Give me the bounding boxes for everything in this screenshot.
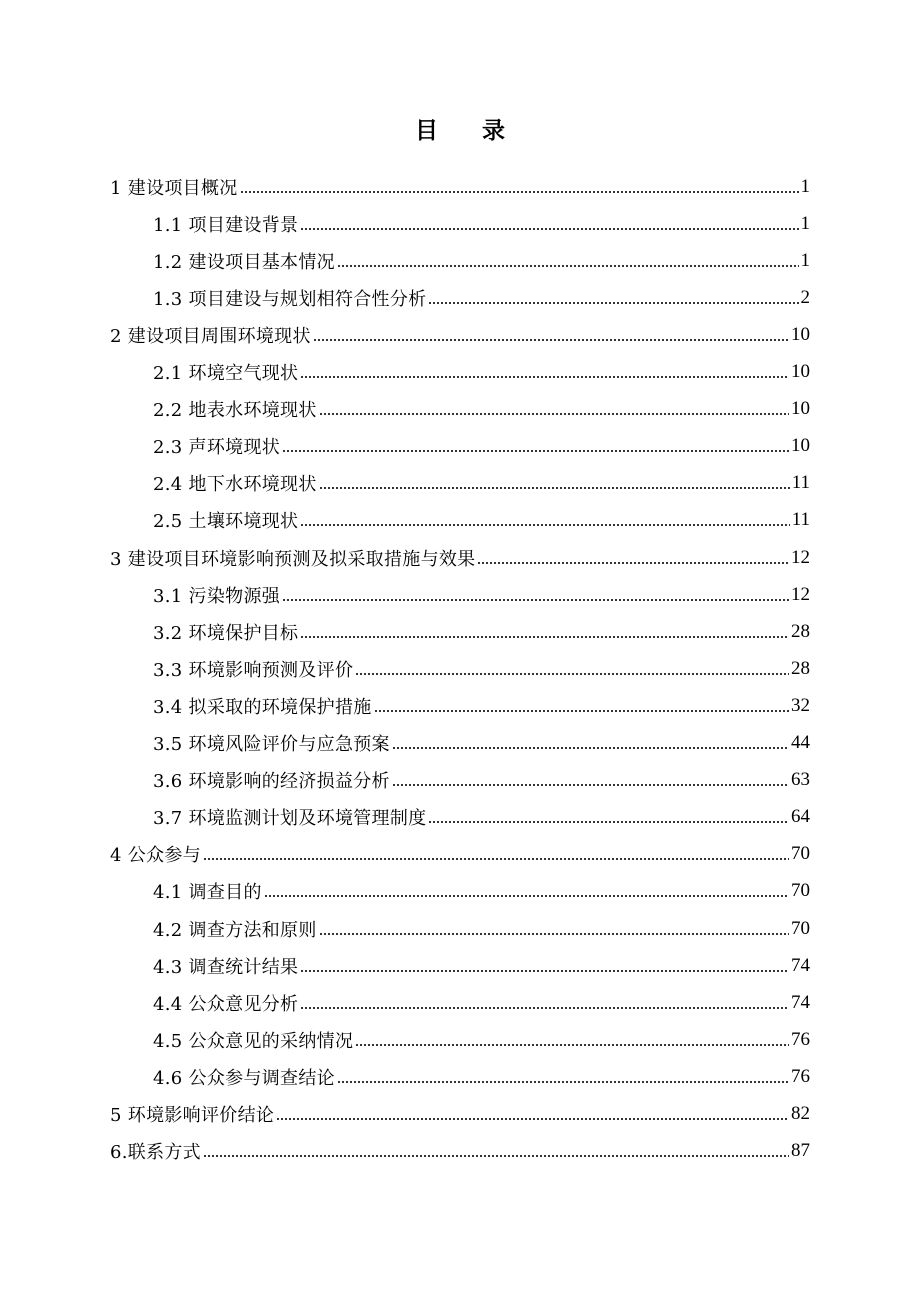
toc-entry-label: 2 建设项目周围环境现状 xyxy=(110,325,311,347)
toc-leader-dots xyxy=(276,1110,789,1128)
toc-entry[interactable] xyxy=(153,465,810,502)
toc-entry-page-number: 76 xyxy=(791,1065,810,1087)
toc-entry-page-number: 74 xyxy=(791,954,810,976)
toc-entry[interactable] xyxy=(153,873,810,910)
toc-leader-dots xyxy=(428,813,789,831)
toc-entry-label: 1.1 项目建设背景 xyxy=(153,214,299,236)
toc-leader-dots xyxy=(300,220,798,238)
toc-entry[interactable] xyxy=(153,502,810,539)
toc-entry-page-number: 11 xyxy=(791,472,810,494)
toc-entry-label: 3.5 环境风险评价与应急预案 xyxy=(153,734,390,755)
toc-entry[interactable] xyxy=(110,1096,810,1133)
toc-leader-dots xyxy=(240,183,799,201)
toc-entry-label: 4.1 调查目的 xyxy=(153,882,262,904)
toc-entry[interactable] xyxy=(153,947,810,984)
toc-entry-label: 3.6 环境影响的经济损益分析 xyxy=(153,771,390,793)
toc-entry[interactable] xyxy=(153,650,810,687)
toc-leader-dots xyxy=(282,442,789,460)
toc-leader-dots xyxy=(300,962,789,980)
toc-entry-label: 4.4 公众意见分析 xyxy=(153,993,299,1015)
toc-leader-dots xyxy=(300,999,789,1017)
toc-entry[interactable] xyxy=(153,799,810,836)
toc-entry-label: 3.1 污染物源强 xyxy=(153,585,281,607)
toc-leader-dots xyxy=(313,331,789,349)
toc-entry-page-number: 1 xyxy=(800,175,810,197)
toc-entry-page-number: 70 xyxy=(791,880,810,902)
toc-entry[interactable] xyxy=(110,316,810,353)
toc-entry-label: 1.3 项目建设与规划相符合性分析 xyxy=(153,288,427,310)
toc-entry-page-number: 28 xyxy=(791,657,810,679)
toc-entry[interactable] xyxy=(153,725,810,762)
toc-entry-page-number: 32 xyxy=(791,694,810,716)
toc-leader-dots xyxy=(477,554,789,572)
toc-entry-page-number: 82 xyxy=(791,1103,810,1124)
toc-leader-dots xyxy=(337,1073,789,1091)
toc-entry-page-number: 70 xyxy=(791,917,810,939)
toc-entry[interactable] xyxy=(153,205,810,242)
toc-leader-dots xyxy=(300,628,789,646)
toc-leader-dots xyxy=(203,850,789,868)
toc-entry-page-number: 10 xyxy=(791,398,810,420)
toc-entry-page-number: 11 xyxy=(791,509,810,531)
toc-entry-page-number: 10 xyxy=(791,361,810,382)
toc-entry-label: 4.5 公众意见的采纳情况 xyxy=(153,1030,354,1052)
toc-entry-page-number: 1 xyxy=(800,212,810,234)
toc-leader-dots xyxy=(392,739,789,757)
toc-entry-label: 1.2 建设项目基本情况 xyxy=(153,251,335,273)
toc-leader-dots xyxy=(319,925,789,943)
toc-entry-label: 3.4 拟采取的环境保护措施 xyxy=(153,696,372,718)
toc-leader-dots xyxy=(203,1147,789,1165)
toc-entry-page-number: 12 xyxy=(791,546,810,568)
toc-entry[interactable] xyxy=(153,613,810,650)
page-title: 目 录 xyxy=(414,117,523,144)
toc-entry-page-number: 12 xyxy=(791,583,810,605)
toc-leader-dots xyxy=(374,702,789,720)
toc-entry-label: 4.6 公众参与调查结论 xyxy=(153,1067,335,1089)
toc-leader-dots xyxy=(300,516,789,534)
toc-entry[interactable] xyxy=(153,762,810,799)
toc-entry-label: 2.5 土壤环境现状 xyxy=(153,511,299,533)
toc-entry-page-number: 1 xyxy=(800,249,810,271)
toc-entry-label: 2.2 地表水环境现状 xyxy=(153,400,317,422)
toc-entry[interactable] xyxy=(153,984,810,1021)
toc-entry-label: 2.3 声环境现状 xyxy=(153,437,281,459)
toc-entry[interactable] xyxy=(153,576,810,613)
toc-entry[interactable] xyxy=(153,391,810,428)
toc-entry-label: 5 环境影响评价结论 xyxy=(110,1105,275,1126)
toc-entry-label: 4.2 调查方法和原则 xyxy=(153,919,317,941)
toc-entry-label: 4.3 调查统计结果 xyxy=(153,956,299,978)
toc-entry[interactable] xyxy=(110,1133,810,1170)
toc-entry[interactable] xyxy=(153,242,810,279)
toc-entry-page-number: 28 xyxy=(791,620,810,642)
toc-entry-page-number: 64 xyxy=(791,806,810,828)
toc-entry-label: 2.4 地下水环境现状 xyxy=(153,474,317,496)
toc-leader-dots xyxy=(392,776,789,794)
toc-entry-page-number: 76 xyxy=(791,1028,810,1050)
toc-entry[interactable] xyxy=(153,1058,810,1095)
toc-entry[interactable] xyxy=(153,1021,810,1058)
toc-entry[interactable] xyxy=(153,428,810,465)
toc-leader-dots xyxy=(282,591,789,609)
toc-entry[interactable] xyxy=(110,836,810,873)
toc-entry-page-number: 2 xyxy=(800,286,810,308)
toc-leader-dots xyxy=(319,479,790,497)
toc-entry[interactable] xyxy=(153,910,810,947)
toc-entry[interactable] xyxy=(153,687,810,724)
toc-entry-label: 6.联系方式 xyxy=(110,1142,201,1164)
toc-entry-label: 2.1 环境空气现状 xyxy=(153,363,299,384)
toc-entry-page-number: 63 xyxy=(791,769,810,791)
toc-leader-dots xyxy=(319,405,789,423)
toc-leader-dots xyxy=(428,294,798,312)
toc-leader-dots xyxy=(264,887,789,905)
toc-entry-page-number: 10 xyxy=(791,323,810,345)
toc-entry[interactable] xyxy=(153,354,810,391)
toc-entry-label: 3.3 环境影响预测及评价 xyxy=(153,659,354,681)
toc-leader-dots xyxy=(300,368,789,386)
toc-entry-label: 1 建设项目概况 xyxy=(110,177,238,199)
toc-entry[interactable] xyxy=(110,539,810,576)
toc-leader-dots xyxy=(355,1036,789,1054)
toc-leader-dots xyxy=(337,257,799,275)
toc-entry-label: 3 建设项目环境影响预测及拟采取措施与效果 xyxy=(110,548,476,570)
toc-entry[interactable] xyxy=(153,279,810,316)
toc-entry-label: 3.2 环境保护目标 xyxy=(153,622,299,644)
toc-leader-dots xyxy=(355,665,789,683)
toc-entry-page-number: 74 xyxy=(791,991,810,1013)
toc-entry[interactable] xyxy=(110,168,810,205)
toc-entry-label: 4 公众参与 xyxy=(110,845,201,867)
toc-entry-page-number: 87 xyxy=(791,1140,810,1162)
toc-entry-page-number: 70 xyxy=(791,843,810,865)
toc-entry-label: 3.7 环境监测计划及环境管理制度 xyxy=(153,808,427,830)
toc-entry-page-number: 44 xyxy=(791,732,810,753)
toc-entry-page-number: 10 xyxy=(791,435,810,457)
